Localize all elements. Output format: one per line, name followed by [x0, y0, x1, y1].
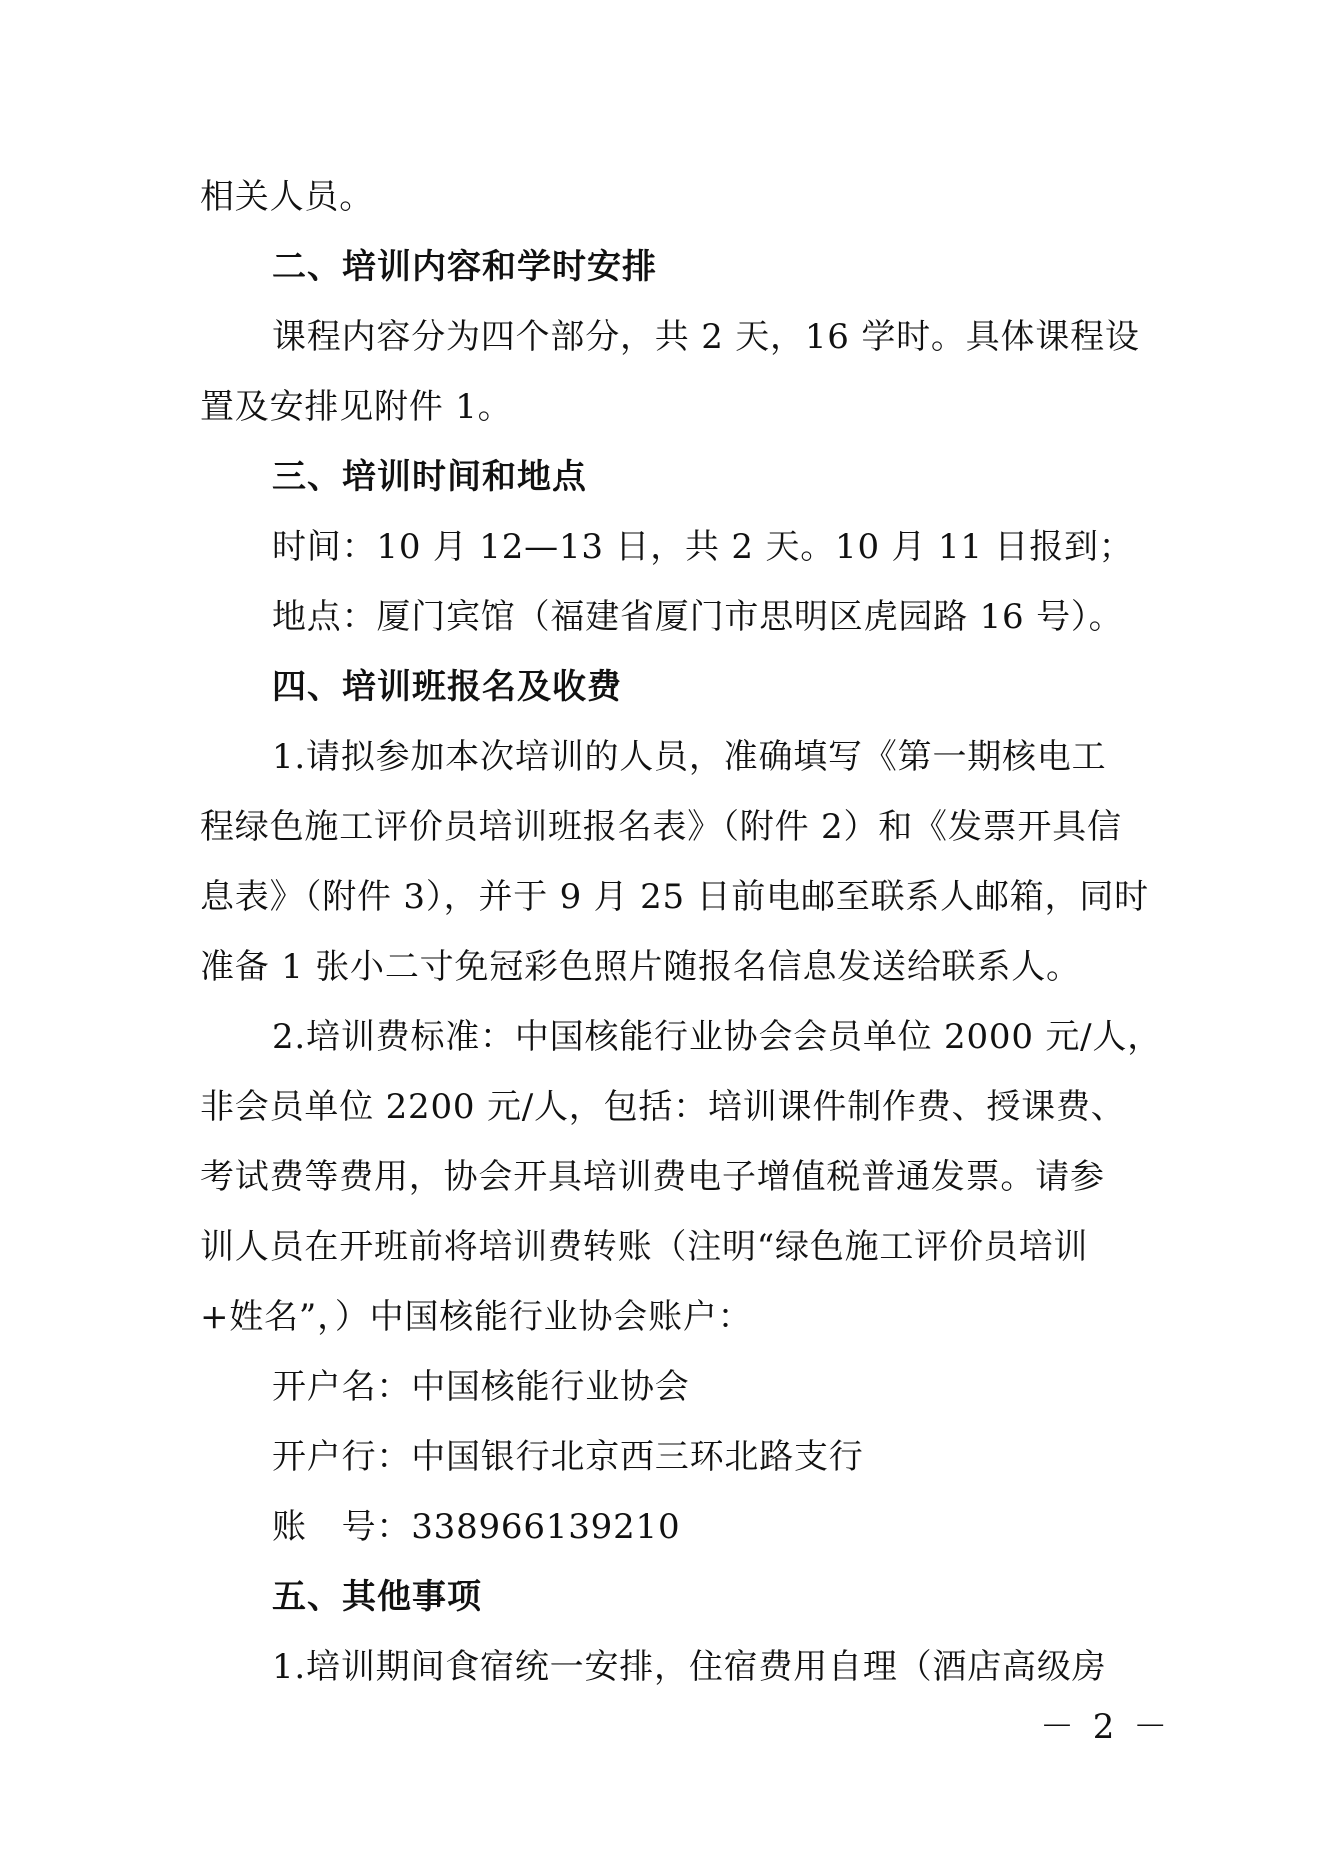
paragraph-line: 训人员在开班前将培训费转账（注明“绿色施工评价员培训 [200, 1227, 1089, 1267]
paragraph-line: 准备 1 张小二寸免冠彩色照片随报名信息发送给联系人。 [200, 947, 1081, 987]
account-number-line: 账 号：338966139210 [272, 1507, 681, 1547]
paragraph-line: 1.请拟参加本次培训的人员，准确填写《第一期核电工 [272, 737, 1107, 777]
bank-name-line: 开户行：中国银行北京西三环北路支行 [272, 1437, 864, 1477]
paragraph-line: 1.培训期间食宿统一安排，住宿费用自理（酒店高级房 [272, 1647, 1107, 1687]
paragraph-line: 2.培训费标准：中国核能行业协会会员单位 2000 元/人， [272, 1017, 1163, 1057]
paragraph-line: 息表》（附件 3），并于 9 月 25 日前电邮至联系人邮箱，同时 [200, 877, 1149, 917]
section-heading-other-matters: 五、其他事项 [272, 1577, 482, 1617]
section-heading-registration-fees: 四、培训班报名及收费 [272, 667, 622, 707]
section-heading-time-location: 三、培训时间和地点 [272, 457, 587, 497]
paragraph-line: 置及安排见附件 1。 [200, 387, 513, 427]
page-number: － 2 － [1040, 1707, 1172, 1747]
paragraph-line: 程绿色施工评价员培训班报名表》（附件 2）和《发票开具信 [200, 807, 1122, 847]
paragraph-line: 时间：10 月 12—13 日，共 2 天。10 月 11 日报到； [272, 527, 1134, 567]
account-name-line: 开户名：中国核能行业协会 [272, 1367, 690, 1407]
paragraph-line: 非会员单位 2200 元/人，包括：培训课件制作费、授课费、 [200, 1087, 1126, 1127]
paragraph-line: 相关人员。 [200, 177, 374, 217]
paragraph-line: +姓名”，）中国核能行业协会账户： [200, 1297, 753, 1337]
section-heading-training-content: 二、培训内容和学时安排 [272, 247, 657, 287]
paragraph-line: 课程内容分为四个部分，共 2 天，16 学时。具体课程设 [272, 317, 1140, 357]
paragraph-line: 地点：厦门宾馆（福建省厦门市思明区虎园路 16 号）。 [272, 597, 1124, 637]
paragraph-line: 考试费等费用，协会开具培训费电子增值税普通发票。请参 [200, 1157, 1105, 1197]
